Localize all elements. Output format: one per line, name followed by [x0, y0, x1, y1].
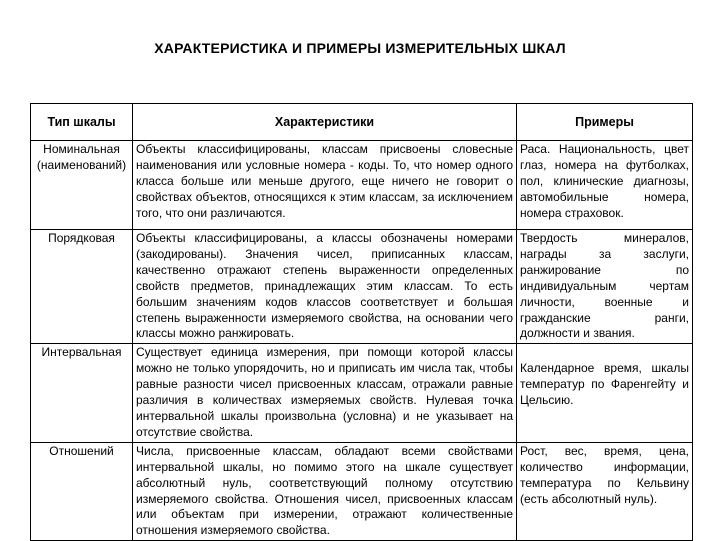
header-characteristics: Характеристики	[133, 104, 517, 141]
row-examples-nominal: Раса. Национальность, цвет глаз, номера на футболках, пол, клинические диагнозы, автомобильные номера, номера страховок.	[517, 141, 693, 230]
row-characteristics-interval: Существует единица измерения, при помощи которой классы можно не только упорядочить, но и приписать им числа так, чтобы равные разности чисел присвоенных классам, отражали равные различия в количествах измеряемых свойств. Нулевая точка интервальной шкалы произвольна (условна) и не указывает на отсутствие свойства.	[133, 344, 517, 442]
row-characteristics-nominal: Объекты классифицированы, классам присвоены словесные наименования или условные номера - коды. То, что номер одного класса больше или меньше другого, еще ничего не говорит о свойствах объектов, относящихся к этим классам, за исключением того, что они различаются.	[133, 141, 517, 230]
page-title: ХАРАКТЕРИСТИКА И ПРИМЕРЫ ИЗМЕРИТЕЛЬНЫХ ШКАЛ	[154, 40, 566, 56]
row-characteristics-ordinal: Объекты классифицированы, а классы обозначены номерами (закодированы). Значения чисел, приписанных классам, качественно отражают степень выраженности определенных свойств предметов, принадлежащих этим классам. То есть большим значениям кодов классов соответствует и большая степень выраженности измеряемого свойства, на основании чего классы можно ранжировать.	[133, 230, 517, 344]
row-type-nominal: Номинальная (наименований)	[31, 141, 133, 230]
row-examples-ratio: Рост, вес, время, цена, количество информации, температура по Кельвину (есть абсолютный нуль).	[517, 442, 693, 540]
row-examples-ordinal: Твердость минералов, награды за заслуги, ранжирование по индивидуальным чертам личности, военные и гражданские ранги, должности и звания.	[517, 230, 693, 344]
header-type: Тип шкалы	[31, 104, 133, 141]
table-row	[31, 141, 693, 230]
row-characteristics-ratio: Числа, присвоенные классам, обладают всеми свойствами интервальной шкалы, но помимо этого на шкале существует абсолютный нуль, соответствующий полному отсутствию измеряемого свойства. Отношения чисел, присвоенных классам или объектам при измерении, отражают количественные отношения измеряемого свойства.	[133, 442, 517, 540]
row-type-ordinal: Порядковая	[31, 230, 133, 344]
header-examples: Примеры	[517, 104, 693, 141]
row-type-interval: Интервальная	[31, 344, 133, 442]
table-header-row	[31, 104, 693, 141]
table-row	[31, 442, 693, 540]
row-examples-interval	[517, 344, 693, 442]
scales-table	[30, 103, 693, 541]
table-row	[31, 344, 693, 442]
examples-interval-text: Календарное время, шкалы температур по Фаренгейту и Цельсию.	[520, 361, 689, 408]
row-type-ratio: Отношений	[31, 442, 133, 540]
table-row	[31, 230, 693, 344]
